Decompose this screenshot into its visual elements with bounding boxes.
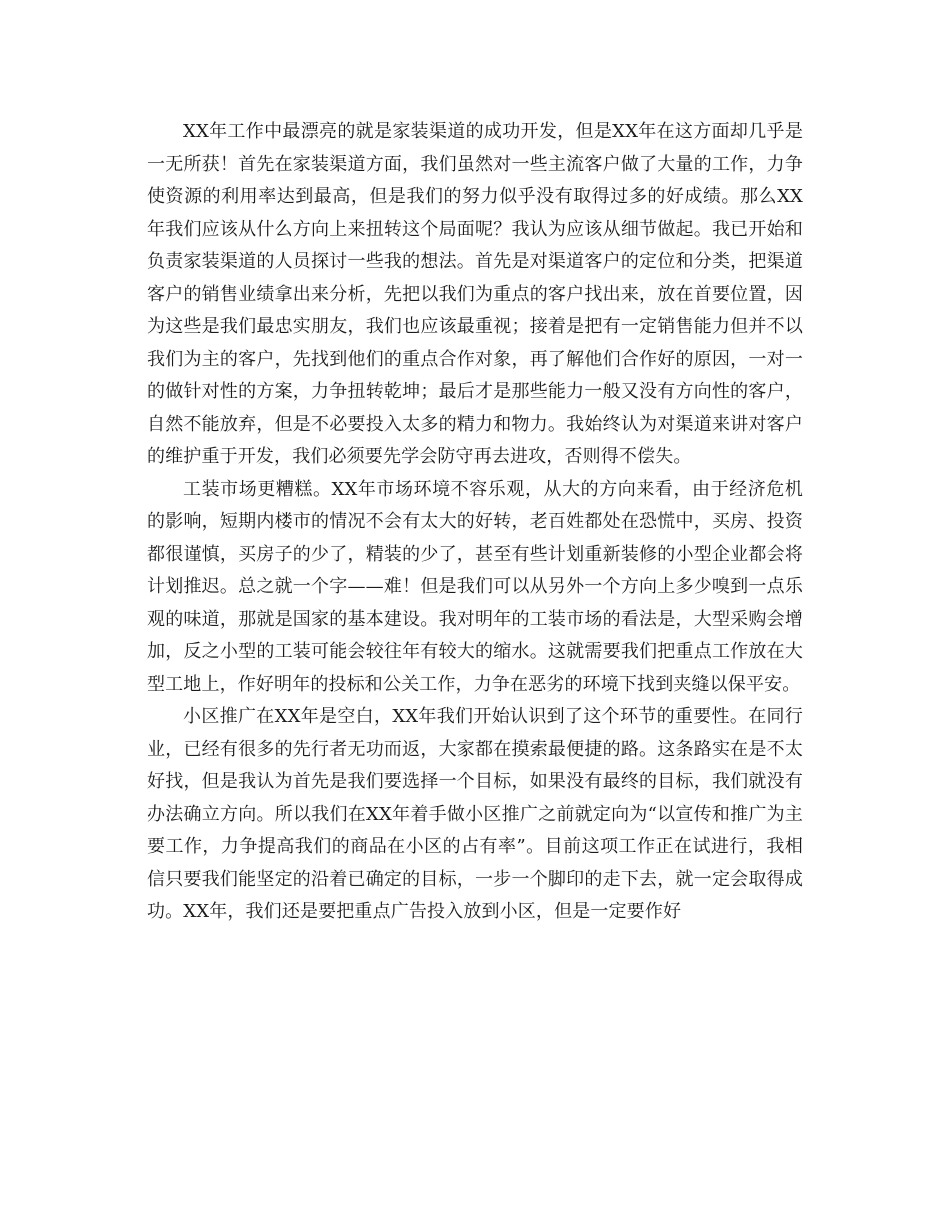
document-body bbox=[147, 116, 803, 929]
paragraph-engineering-market: 工装市场更糟糕。XX年市场环境不容乐观，从大的方向来看，由于经济危机的影响，短期内楼市的情况不会有太大的好转，老百姓都处在恐慌中，买房、投资都很谨慎，买房子的少了，精装的少了，甚至有些计划重新装修的小型企业都会将计划推迟。总之就一个字——难！但是我们可以从另外一个方向上多少嗅到一点乐观的味道，那就是国家的基本建设。我对明年的工装市场的看法是，大型采购会增加，反之小型的工装可能会较往年有较大的缩水。这就需要我们把重点工作放在大型工地上，作好明年的投标和公关工作，力争在恶劣的环境下找到夹缝以保平安。 bbox=[147, 478, 803, 695]
paragraph-community-promotion: 小区推广在XX年是空白，XX年我们开始认识到了这个环节的重要性。在同行业，已经有很多的先行者无功而返，大家都在摸索最便捷的路。这条路实在是不太好找，但是我认为首先是我们要选择一个目标，如果没有最终的目标，我们就没有办法确立方向。所以我们在XX年着手做小区推广之前就定向为“以宣传和推广为主要工作，力争提高我们的商品在小区的占有率”。目前这项工作正在试进行，我相信只要我们能坚定的沿着已确定的目标，一步一个脚印的走下去，就一定会取得成功。XX年，我们还是要把重点广告投入放到小区，但是一定要作好 bbox=[147, 706, 803, 922]
paragraph-home-decoration-channel: XX年工作中最漂亮的就是家装渠道的成功开发，但是XX年在这方面却几乎是一无所获！首先在家装渠道方面，我们虽然对一些主流客户做了大量的工作，力争使资源的利用率达到最高，但是我们的努力似乎没有取得过多的好成绩。那么XX年我们应该从什么方向上来扭转这个局面呢？我认为应该从细节做起。我已开始和负责家装渠道的人员探讨一些我的想法。首先是对渠道客户的定位和分类，把渠道客户的销售业绩拿出来分析，先把以我们为重点的客户找出来，放在首要位置，因为这些是我们最忠实朋友，我们也应该最重视；接着是把有一定销售能力但并不以我们为主的客户，先找到他们的重点合作对象，再了解他们合作好的原因，一对一的做针对性的方案，力争扭转乾坤；最后才是那些能力一般又没有方向性的客户，自然不能放弃，但是不必要投入太多的精力和物力。我始终认为对渠道来讲对客户的维护重于开发，我们必须要先学会防守再去进攻，否则得不偿失。 bbox=[147, 121, 803, 467]
